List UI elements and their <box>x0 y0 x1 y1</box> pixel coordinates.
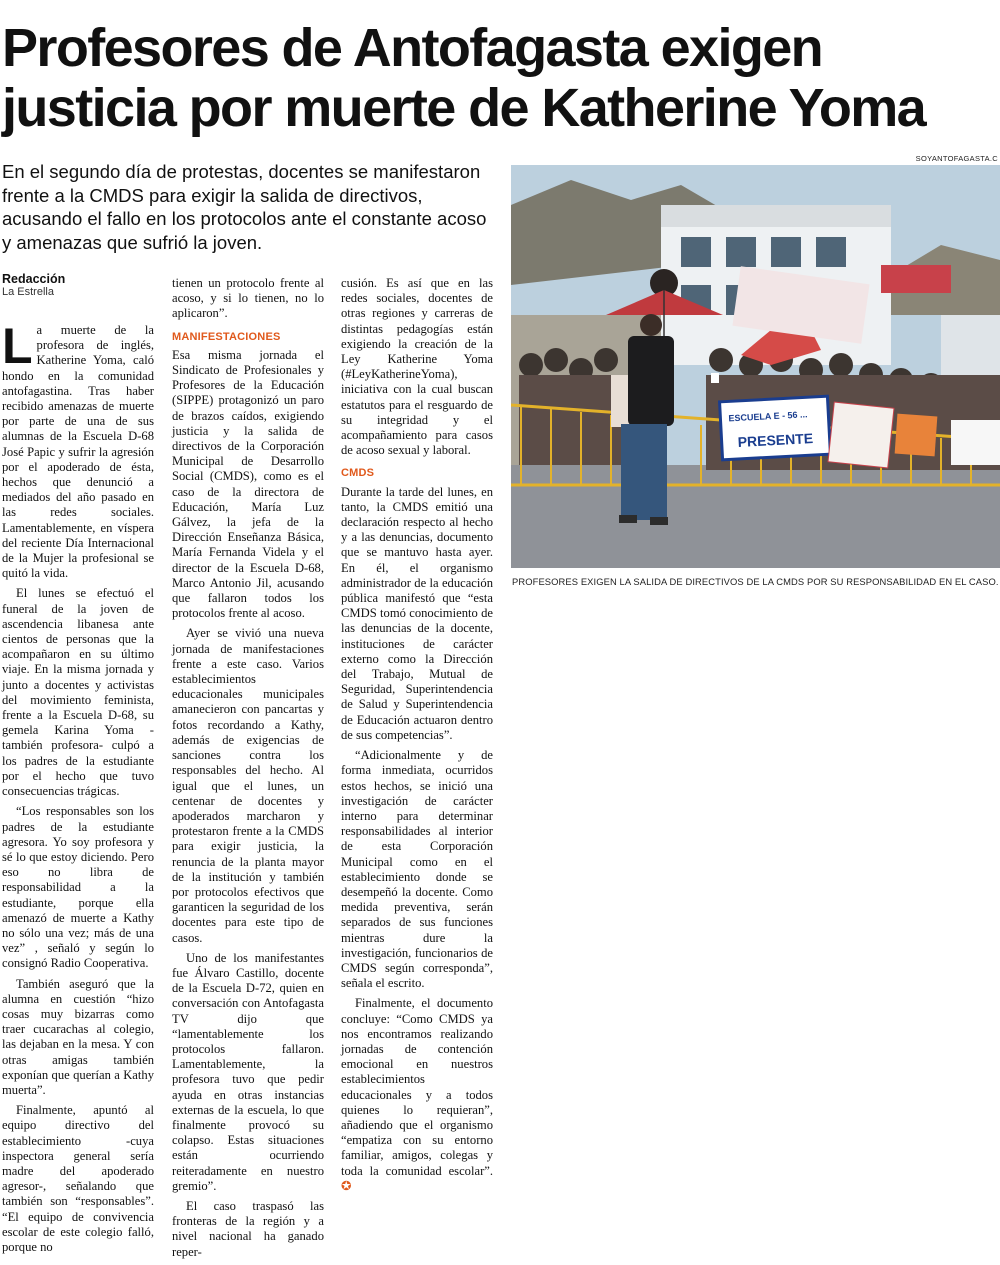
sign-text-line-2: PRESENTE <box>737 430 814 450</box>
paragraph <box>341 996 493 1194</box>
byline-org: La Estrella <box>2 286 54 298</box>
photo-caption: PROFESORES EXIGEN LA SALIDA DE DIRECTIVOS DE LA CMDS POR SU RESPONSABILIDAD EN EL CASO. <box>512 576 999 587</box>
headline <box>2 18 998 138</box>
deck-summary: En el segundo día de protestas, docentes se manifestaron frente a la CMDS para exigir la salida de directivos, acusando el fallo en los protocolos ante el constante acoso y amenazas que sufrió la joven. <box>2 161 487 253</box>
paragraph-text: a muerte de la profesora de inglés, Katherine Yoma, caló hondo en la comunidad antofagastina. Tras haber recibido amenazas de muerte por parte de una de sus alumnas de la Escuela D-68 José Papic y sufrir la agresión por el apoderado de ésta, hechos que denunció a mediados del año pasado en las redes sociales. Lamentablemente, en víspera del reciente Día Internacional de la Mujer la profesional se quitó la vida. <box>2 323 154 581</box>
paragraph <box>2 318 154 581</box>
paragraph: También aseguró que la alumna en cuestión “hizo cosas muy bizarras como traer cucarachas al colegio, las dejaban en la mesa. Y con otras amigas también exponían que querían a Kathy muerta”. <box>2 976 154 1097</box>
paragraph: El lunes se efectuó el funeral de la joven de ascendencia libanesa ante cientos de personas que la acompañaron en su último viaje. En la misma jornada y junto a docentes y activistas del movimiento feminista, frente a la Escuela D-68, su gemela Karina Yoma -también profesora- culpó a los padres de la estudiante por el hecho que tuvo consecuencias trágicas. <box>2 586 154 799</box>
paragraph: El caso traspasó las fronteras de la región y a nivel nacional ha ganado reper- <box>172 1198 324 1259</box>
byline-author: Redacción <box>2 272 66 286</box>
paragraph: Esa misma jornada el Sindicato de Profesionales y Profesores de la Educación (SIPPE) protagonizó un paro de brazos caídos, exigiendo justicia y la salida de directivos de la Corporación Municipal de Desarrollo Social (CMDS), como es el caso de la directora de Educación, María Luz Gálvez, la jefa de la Dirección Enseñanza Básica, María Fernanda Videla y el director de la Escuela D-68, Marco Antonio Jil, acusando que fallaron todos los protocolos frente al acoso. <box>172 347 324 621</box>
sign-text-line-1: ESCUELA E - 56 ... <box>728 409 808 424</box>
protest-photo <box>511 165 1000 568</box>
protest-photo-illustration <box>511 165 1000 568</box>
subhead-manifestaciones: MANIFESTACIONES <box>172 330 281 343</box>
byline <box>2 272 65 298</box>
paragraph: Ayer se vivió una nueva jornada de manifestaciones frente a este caso. Varios establecimientos educacionales municipales amanecieron con pancartas y fotos recordando a Kathy, además de exigencias de sanciones contra los responsables del hecho. Al igual que el lunes, un centenar de docentes y apoderados marcharon y protestaron frente a la CMDS para exigir justicia, la renuncia de la planta mayor de la institución y también por protocolos efectivos que garanticen la seguridad de los docentes para este tipo de casos. <box>172 626 324 945</box>
paragraph: cusión. Es así que en las redes sociales, docentes de otras regiones y carreras de distintas pedagogías están exigiendo la creación de la Ley Katherine Yoma (#LeyKatherineYoma), iniciativa con la cual buscan estatutos para el resguardo de su integridad y el acompañamiento para casos de acoso sexual y laboral. <box>341 276 493 458</box>
article-column-2 <box>172 276 324 1265</box>
paragraph: “Los responsables son los padres de la estudiante agresora. Yo soy profesora y sé lo que estoy diciendo. Pero eso no libra de responsabilidad a la estudiante, porque ella amenazó de muerte a Kathy no sólo una vez; más de una vez” , señaló y según lo consignó Radio Cooperativa. <box>2 804 154 971</box>
photo-credit: SOYANTOFAGASTA.C <box>915 154 998 163</box>
headline-line-2: justicia por muerte de Katherine Yoma <box>2 78 926 138</box>
article-column-3 <box>341 276 493 1199</box>
paragraph-text: Finalmente, el documento concluye: “Como CMDS ya nos encontramos realizando jornadas de contención emocional en nuestros establecimientos educacionales y a todos quienes lo requieran”, añadiendo que el organismo “empatiza con su entorno familiar, amigos, colegas y toda la comunidad escolar”. <box>341 996 493 1178</box>
paragraph: tienen un protocolo frente al acoso, y si lo tienen, no lo aplicaron”. <box>172 276 324 321</box>
paragraph: “Adicionalmente y de forma inmediata, ocurridos estos hechos, se inició una investigación de carácter interno para determinar responsabilidades al interior de esta Corporación Municipal como en el establecimiento donde se desempeñó la docente. Como medida preventiva, serán separados de sus funciones mientras dure la investigación, funcionarios de CMDS según corresponda”, señala el escrito. <box>341 748 493 991</box>
paragraph: Durante la tarde del lunes, en tanto, la CMDS emitió una declaración respecto al hecho y a las denuncias, documento que se mantuvo hasta ayer. En él, el organismo administrador de la educación pública manifestó que “esta CMDS tomó conocimiento de las denuncias de la docente, instituciones de carácter externo como la Dirección del Trabajo, Mutual de Seguridad, Superintendencia de Salud y Superintendencia de Educación actuaron dentro de sus competencias”. <box>341 484 493 742</box>
paragraph: Uno de los manifestantes fue Álvaro Castillo, docente de la Escuela D-72, quien en conversación con Antofagasta TV dijo que “lamentablemente los protocolos fallaron. Lamentablemente, la profesora tuvo que pedir ayuda en otras instancias externas de la escuela, lo que finalmente provocó su colapso. Estas situaciones están ocurriendo reiteradamente en nuestro gremio”. <box>172 950 324 1193</box>
subhead-cmds: CMDS <box>341 467 375 480</box>
headline-line-1: Profesores de Antofagasta exigen <box>2 18 823 78</box>
drop-cap: L <box>2 318 33 374</box>
article-column-1 <box>2 318 154 1260</box>
end-mark-icon: ✪ <box>341 1178 352 1193</box>
paragraph: Finalmente, apuntó al equipo directivo del establecimiento -cuya inspectora general sería madre del apoderado agresor-, señalando que también son “responsables”. “El equipo de convivencia escolar de este colegio falló, porque no <box>2 1103 154 1254</box>
